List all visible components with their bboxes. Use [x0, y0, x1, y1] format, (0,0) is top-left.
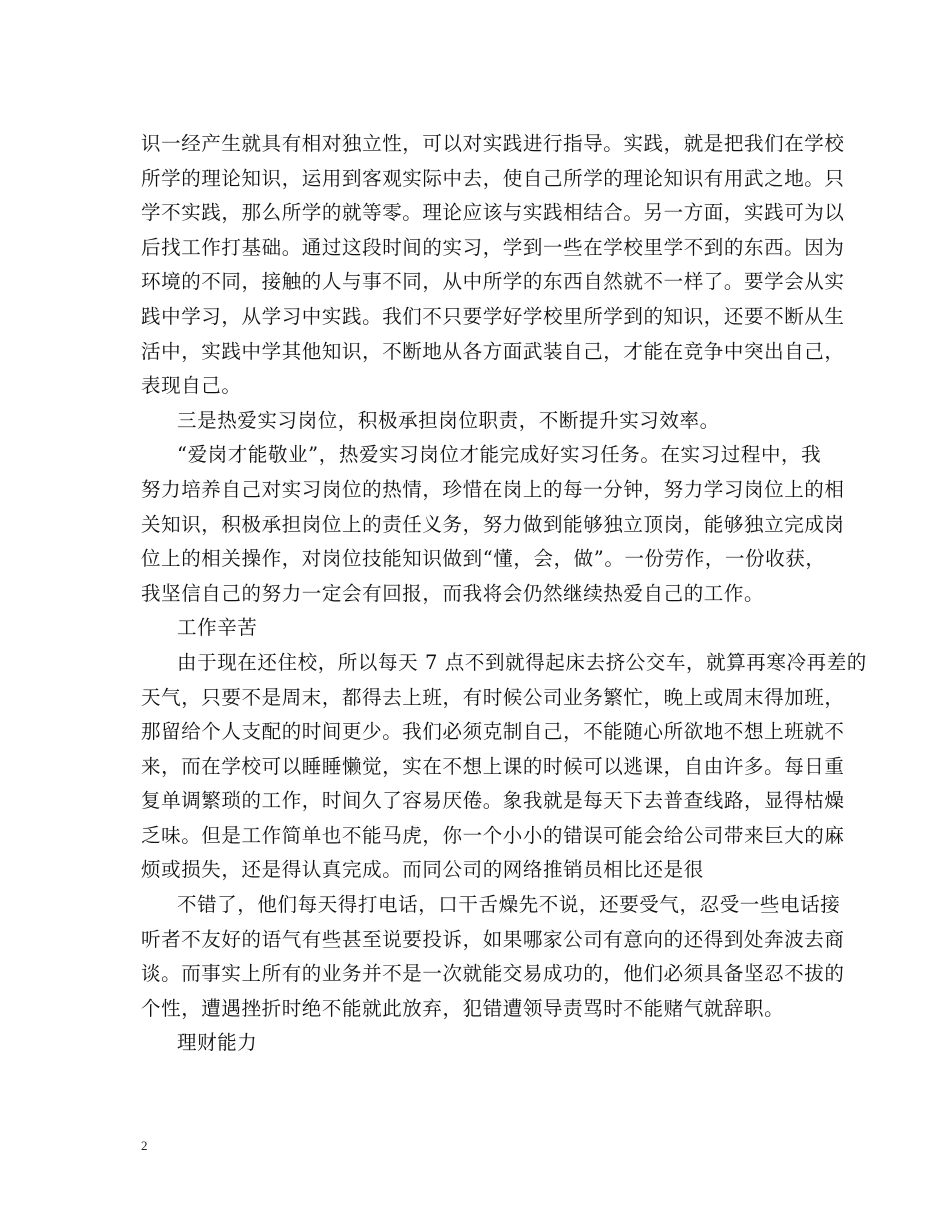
page-number: 2: [141, 1138, 148, 1153]
text-line: 关知识，积极承担岗位上的责任义务，努力做到能够独立顶岗，能够独立完成岗: [141, 512, 845, 536]
text-line: 环境的不同，接触的人与事不同，从中所学的东西自然就不一样了。要学会从实: [141, 270, 845, 294]
text-line: 践中学习，从学习中实践。我们不只要学好学校里所学到的知识，还要不断从生: [141, 304, 845, 328]
text-line: 那留给个人支配的时间更少。我们必须克制自己，不能随心所欲地不想上班就不: [141, 720, 845, 744]
text-line: 位上的相关操作，对岗位技能知识做到“懂，会，做”。一份劳作，一份收获，: [141, 547, 826, 571]
text-line: 工作辛苦: [177, 616, 258, 640]
text-line: 表现自己。: [141, 374, 242, 398]
text-line: 后找工作打基础。通过这段时间的实习，学到一些在学校里学不到的东西。因为: [141, 235, 845, 259]
text-line: 三是热爱实习岗位，积极承担岗位职责，不断提升实习效率。: [177, 408, 720, 432]
text-line: 来，而在学校可以睡睡懒觉，实在不想上课的时候可以逃课，自由许多。每日重: [141, 754, 845, 778]
text-line: 活中，实践中学其他知识，不断地从各方面武装自己，才能在竞争中突出自己，: [141, 339, 845, 363]
text-line: 由于现在还住校，所以每天 7 点不到就得起床去挤公交车，就算再寒冷再差的: [177, 650, 867, 674]
text-line: 听者不友好的语气有些甚至说要投诉，如果哪家公司有意向的还得到处奔波去商: [141, 927, 845, 951]
text-line: 努力培养自己对实习岗位的热情，珍惜在岗上的每一分钟，努力学习岗位上的相: [141, 477, 845, 501]
text-line: 识一经产生就具有相对独立性，可以对实践进行指导。实践，就是把我们在学校: [141, 132, 845, 155]
text-line: 不错了，他们每天得打电话，口干舌燥先不说，还要受气，忍受一些电话接: [177, 893, 841, 917]
text-line: 谈。而事实上所有的业务并不是一次就能交易成功的，他们必须具备坚忍不拔的: [141, 962, 845, 986]
text-line: 烦或损失，还是得认真完成。而同公司的网络推销员相比还是很: [141, 858, 704, 882]
document-body: [141, 127, 867, 1061]
text-line: “爱岗才能敬业”，热爱实习岗位才能完成好实习任务。在实习过程中，我: [177, 443, 822, 467]
text-line: 学不实践，那么所学的就等零。理论应该与实践相结合。另一方面，实践可为以: [141, 201, 845, 225]
text-line: 复单调繁琐的工作，时间久了容易厌倦。象我就是每天下去普查线路，显得枯燥: [141, 789, 845, 813]
text-line: 天气，只要不是周末，都得去上班，有时候公司业务繁忙，晚上或周末得加班，: [141, 685, 845, 709]
text-line: 所学的理论知识，运用到客观实际中去，使自己所学的理论知识有用武之地。只: [141, 166, 845, 190]
text-line: 理财能力: [177, 1031, 258, 1055]
text-line: 个性，遭遇挫折时绝不能就此放弃，犯错遭领导责骂时不能赌气就辞职。: [141, 996, 785, 1020]
text-line: 乏味。但是工作简单也不能马虎，你一个小小的错误可能会给公司带来巨大的麻: [141, 823, 845, 847]
text-line: 我坚信自己的努力一定会有回报，而我将会仍然继续热爱自己的工作。: [141, 581, 765, 605]
